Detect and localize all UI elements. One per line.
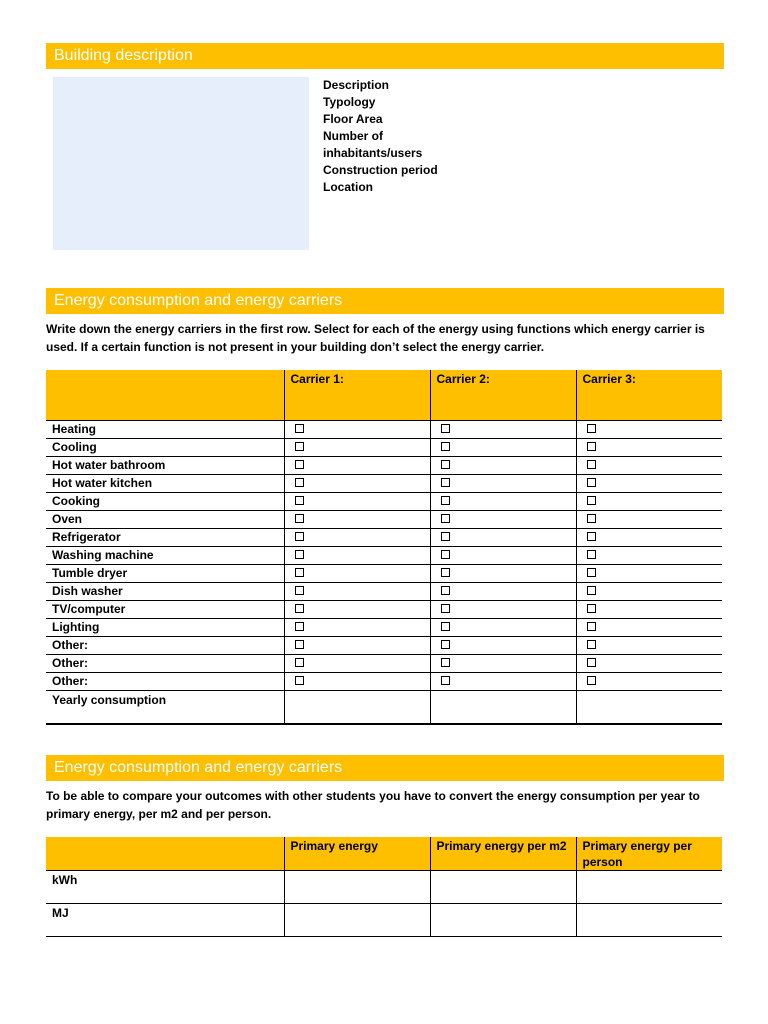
header-carrier-3[interactable]: Carrier 3: bbox=[576, 370, 722, 420]
checkbox[interactable] bbox=[295, 658, 304, 667]
function-label: Hot water bathroom bbox=[46, 456, 284, 474]
header-carrier-2[interactable]: Carrier 2: bbox=[430, 370, 576, 420]
function-label: Washing machine bbox=[46, 546, 284, 564]
checkbox[interactable] bbox=[441, 604, 450, 613]
table-row bbox=[46, 510, 722, 528]
table-row bbox=[46, 456, 722, 474]
checkbox[interactable] bbox=[441, 640, 450, 649]
carrier-2-cell bbox=[430, 582, 576, 600]
carrier-3-cell bbox=[576, 654, 722, 672]
table-row bbox=[46, 618, 722, 636]
checkbox[interactable] bbox=[295, 622, 304, 631]
carrier-2-cell bbox=[430, 420, 576, 438]
carrier-2-cell bbox=[430, 492, 576, 510]
section-header-primary-energy: Energy consumption and energy carriers bbox=[46, 755, 724, 781]
checkbox[interactable] bbox=[587, 442, 596, 451]
carrier-1-cell bbox=[284, 474, 430, 492]
carrier-1-cell bbox=[284, 456, 430, 474]
checkbox[interactable] bbox=[587, 640, 596, 649]
checkbox[interactable] bbox=[587, 658, 596, 667]
checkbox[interactable] bbox=[587, 622, 596, 631]
header-primary-energy-per-m2: Primary energy per m2 bbox=[430, 837, 576, 871]
primary-energy-table bbox=[46, 837, 722, 937]
checkbox[interactable] bbox=[295, 586, 304, 595]
checkbox[interactable] bbox=[441, 460, 450, 469]
checkbox[interactable] bbox=[441, 568, 450, 577]
checkbox[interactable] bbox=[295, 640, 304, 649]
instructions-primary-energy: To be able to compare your outcomes with other students you have to convert the energy consumption per year to primary energy, per m2 and per person. bbox=[46, 789, 700, 821]
checkbox[interactable] bbox=[295, 478, 304, 487]
checkbox[interactable] bbox=[587, 586, 596, 595]
carrier-2-cell bbox=[430, 618, 576, 636]
carrier-1-cell bbox=[284, 618, 430, 636]
carrier-2-cell bbox=[430, 456, 576, 474]
function-label: TV/computer bbox=[46, 600, 284, 618]
checkbox[interactable] bbox=[587, 424, 596, 433]
table-row bbox=[46, 564, 722, 582]
checkbox[interactable] bbox=[587, 676, 596, 685]
checkbox[interactable] bbox=[295, 442, 304, 451]
table-row bbox=[46, 871, 722, 904]
checkbox[interactable] bbox=[295, 568, 304, 577]
checkbox[interactable] bbox=[441, 532, 450, 541]
checkbox[interactable] bbox=[587, 604, 596, 613]
checkbox[interactable] bbox=[295, 532, 304, 541]
header-primary-energy: Primary energy bbox=[284, 837, 430, 871]
yearly-consumption-input[interactable] bbox=[430, 690, 576, 724]
table-row bbox=[46, 528, 722, 546]
carrier-1-cell bbox=[284, 636, 430, 654]
checkbox[interactable] bbox=[441, 658, 450, 667]
checkbox[interactable] bbox=[295, 550, 304, 559]
table-row bbox=[46, 546, 722, 564]
checkbox[interactable] bbox=[587, 532, 596, 541]
carrier-3-cell bbox=[576, 582, 722, 600]
carrier-3-cell bbox=[576, 672, 722, 690]
table-header-row bbox=[46, 837, 722, 871]
function-label: Other: bbox=[46, 672, 284, 690]
input-cell[interactable] bbox=[284, 904, 430, 937]
table-row bbox=[46, 904, 722, 937]
table-row bbox=[46, 492, 722, 510]
carrier-2-cell bbox=[430, 510, 576, 528]
checkbox[interactable] bbox=[587, 514, 596, 523]
carrier-2-cell bbox=[430, 654, 576, 672]
carrier-3-cell bbox=[576, 438, 722, 456]
function-label: Tumble dryer bbox=[46, 564, 284, 582]
input-cell[interactable] bbox=[430, 904, 576, 937]
table-row bbox=[46, 474, 722, 492]
carrier-2-cell bbox=[430, 438, 576, 456]
carrier-1-cell bbox=[284, 654, 430, 672]
input-cell[interactable] bbox=[284, 871, 430, 904]
carrier-1-cell bbox=[284, 672, 430, 690]
carrier-2-cell bbox=[430, 600, 576, 618]
field-construction-period: Construction period bbox=[323, 163, 438, 177]
carrier-3-cell bbox=[576, 636, 722, 654]
carrier-1-cell bbox=[284, 438, 430, 456]
header-cell-empty bbox=[46, 370, 284, 420]
section-header-building-description: Building description bbox=[46, 43, 724, 69]
function-label: Refrigerator bbox=[46, 528, 284, 546]
checkbox[interactable] bbox=[295, 514, 304, 523]
table-row-yearly-consumption bbox=[46, 690, 722, 724]
header-primary-energy-per-person: Primary energy per person bbox=[576, 837, 722, 871]
checkbox[interactable] bbox=[295, 604, 304, 613]
carrier-2-cell bbox=[430, 474, 576, 492]
table-row bbox=[46, 672, 722, 690]
checkbox[interactable] bbox=[441, 676, 450, 685]
checkbox[interactable] bbox=[587, 478, 596, 487]
function-label: Heating bbox=[46, 420, 284, 438]
instructions-carriers: Write down the energy carriers in the first row. Select for each of the energy using functions which energy carrier is used. If a certain function is not present in your building don’t select the energy carrier. bbox=[46, 322, 705, 354]
carrier-1-cell bbox=[284, 582, 430, 600]
carrier-3-cell bbox=[576, 564, 722, 582]
checkbox[interactable] bbox=[441, 478, 450, 487]
checkbox[interactable] bbox=[587, 550, 596, 559]
carrier-3-cell bbox=[576, 420, 722, 438]
checkbox[interactable] bbox=[295, 424, 304, 433]
carrier-1-cell bbox=[284, 420, 430, 438]
carrier-3-cell bbox=[576, 510, 722, 528]
table-row bbox=[46, 438, 722, 456]
field-description: Description bbox=[323, 78, 390, 92]
input-cell[interactable] bbox=[576, 904, 722, 937]
function-label: Lighting bbox=[46, 618, 284, 636]
table-row bbox=[46, 654, 722, 672]
function-label: Other: bbox=[46, 636, 284, 654]
function-label: Cooking bbox=[46, 492, 284, 510]
checkbox[interactable] bbox=[295, 676, 304, 685]
table-row bbox=[46, 582, 722, 600]
input-cell[interactable] bbox=[430, 871, 576, 904]
checkbox[interactable] bbox=[295, 496, 304, 505]
carrier-2-cell bbox=[430, 564, 576, 582]
header-carrier-1[interactable]: Carrier 1: bbox=[284, 370, 430, 420]
section-header-energy-carriers: Energy consumption and energy carriers bbox=[46, 288, 724, 314]
checkbox[interactable] bbox=[587, 568, 596, 577]
checkbox[interactable] bbox=[441, 550, 450, 559]
carrier-1-cell bbox=[284, 528, 430, 546]
checkbox[interactable] bbox=[441, 496, 450, 505]
carrier-2-cell bbox=[430, 528, 576, 546]
checkbox[interactable] bbox=[587, 496, 596, 505]
carrier-3-cell bbox=[576, 546, 722, 564]
table-row bbox=[46, 600, 722, 618]
carrier-3-cell bbox=[576, 492, 722, 510]
function-label: Other: bbox=[46, 654, 284, 672]
carrier-3-cell bbox=[576, 528, 722, 546]
carrier-1-cell bbox=[284, 546, 430, 564]
carrier-1-cell bbox=[284, 492, 430, 510]
carrier-2-cell bbox=[430, 636, 576, 654]
carrier-3-cell bbox=[576, 600, 722, 618]
checkbox[interactable] bbox=[441, 514, 450, 523]
checkbox[interactable] bbox=[441, 442, 450, 451]
building-fields-list bbox=[323, 77, 483, 196]
carrier-1-cell bbox=[284, 564, 430, 582]
checkbox[interactable] bbox=[441, 424, 450, 433]
checkbox[interactable] bbox=[441, 622, 450, 631]
function-label: Cooling bbox=[46, 438, 284, 456]
checkbox[interactable] bbox=[295, 460, 304, 469]
building-photo-placeholder[interactable] bbox=[53, 77, 309, 250]
field-location: Location bbox=[323, 180, 373, 194]
field-floor-area: Floor Area bbox=[323, 112, 383, 126]
carrier-1-cell bbox=[284, 510, 430, 528]
row-label-kwh: kWh bbox=[46, 871, 284, 904]
carrier-3-cell bbox=[576, 618, 722, 636]
checkbox[interactable] bbox=[441, 586, 450, 595]
field-typology: Typology bbox=[323, 95, 376, 109]
field-inhabitants: Number of inhabitants/users bbox=[323, 129, 423, 160]
row-label-mj: MJ bbox=[46, 904, 284, 937]
yearly-consumption-label: Yearly consumption bbox=[52, 692, 167, 707]
carrier-3-cell bbox=[576, 474, 722, 492]
carrier-2-cell bbox=[430, 672, 576, 690]
table-header-row bbox=[46, 370, 722, 420]
table-row bbox=[46, 636, 722, 654]
input-cell[interactable] bbox=[576, 871, 722, 904]
carrier-1-cell bbox=[284, 600, 430, 618]
carrier-2-cell bbox=[430, 546, 576, 564]
table-row bbox=[46, 420, 722, 438]
function-label: Dish washer bbox=[46, 582, 284, 600]
header-cell-empty bbox=[46, 837, 284, 871]
function-label: Hot water kitchen bbox=[46, 474, 284, 492]
carrier-3-cell bbox=[576, 456, 722, 474]
yearly-consumption-input[interactable] bbox=[576, 690, 722, 724]
checkbox[interactable] bbox=[587, 460, 596, 469]
energy-carriers-table bbox=[46, 370, 722, 725]
function-label: Oven bbox=[46, 510, 284, 528]
yearly-consumption-input[interactable] bbox=[284, 690, 430, 724]
